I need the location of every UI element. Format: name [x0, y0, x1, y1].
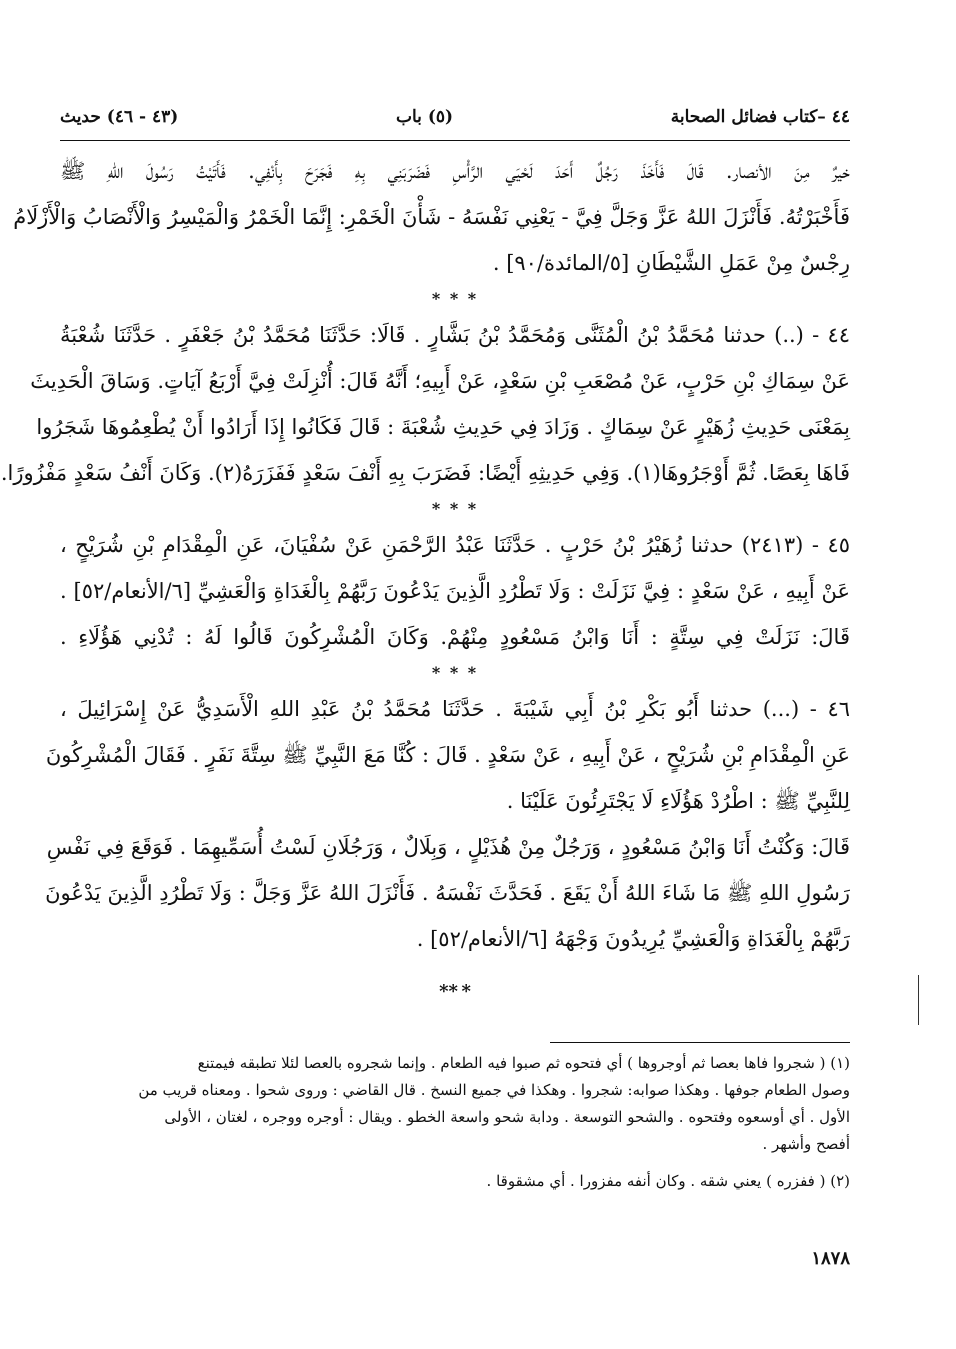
text-line: عَنْ أَبِيهِ ، عَنْ سَعْدٍ : فِيَّ نَزَلَتْ : وَلَا تَطْرُدِ الَّذِينَ يَدْعُونَ رَبَّهُمْ بِالْغَدَاةِ وَالْعَشِيِّ [٦/الأنعام/٥٢] .: [60, 579, 850, 603]
footnotes: [60, 1050, 850, 1195]
footnote-rule: [550, 1042, 850, 1043]
separator-stars: * * *: [431, 663, 479, 682]
text-line: فَاهَا بِعَصًا. ثُمَّ أَوْجَرُوهَا(١). وَفِي حَدِيثِهِ أَيْضًا: فَضَرَبَ بِهِ أَنْفَ سَعْدٍ فَفَزَرَهُ(٢). وَكَانَ أَنْفُ سَعْدٍ مَفْزُورًا.: [0, 461, 850, 485]
hadith-43-continuation: [13, 148, 850, 286]
text-line: رَبَّهُمْ بِالْغَدَاةِ وَالْعَشِيِّ يُرِيدُونَ وَجْهَهُ [٦/الأنعام/٥٢] .: [416, 927, 850, 951]
text-line: فَأَخْبَرْتُهُ. فَأَنْزَلَ اللهُ عَزَّ وَجَلَّ فِيَّ - يَعْنِي نَفْسَهُ - شَأْنَ الْخَمْرِ: إِنَّمَا الْخَمْرُ وَالْمَيْسِرُ وَالْأَنْصَابُ وَالْأَزْلَامُ: [13, 205, 850, 229]
separator-stars: * * *: [431, 289, 479, 308]
footnote-line: وصول الطعام جوفها . وهكذا صوابه: شجروا . وهكذا في جميع النسخ . قال القاضي : وروى شحوا . ومعناه قريب من: [138, 1081, 850, 1099]
text-line: خيرٌ مِنَ الأنصار. قَالَ فَأَخَذَ رَجُلٌ أَحَدَ لَحْيَي الرَّأْسِ فَضَرَبَنِي بِهِ فَجَرَحَ بِأَنْفِي. فَأَتَيْتُ رَسُولَ اللهِ ﷺ: [60, 159, 850, 183]
chapter-label: (٥) باب: [396, 107, 454, 127]
main-text: [0, 148, 851, 1022]
book-title: ٤٤ –كتاب فضائل الصحابة: [670, 107, 850, 127]
footnote-2: (٢) ( ففزره ) يعني شقه . وكان أنفه مفزورا . أي مشقوقا .: [486, 1172, 850, 1190]
text-line: بِمَعْنَى حَدِيثِ زُهَيْرٍ عَنْ سِمَاكٍ . وَزَادَ فِي حَدِيثِ شُعْبَةَ : قَالَ فَكَانُوا إِذَا أَرَادُوا أَنْ يُطْعِمُوهَا شَجَرُوا: [36, 415, 850, 439]
hadith-44: [0, 312, 850, 496]
text-line: لِلنَّبِيِّ ﷺ : اطْرُدْ هَؤُلَاءِ لَا يَجْتَرِئُونَ عَلَيْنَا .: [506, 789, 850, 813]
footnote-line: (١) ( شجروا فاها بعصا ثم أوجروها ) أي فتحوه ثم صبوا فيه الطعام . وإنما شجروه بالعصا لئلا تطبقه فيمتنع: [197, 1054, 850, 1072]
margin-mark: [918, 975, 921, 1025]
footnote-1: [60, 1050, 850, 1158]
page-number: ١٨٧٨: [811, 1248, 850, 1269]
text-line: عَنْ سِمَاكِ بْنِ حَرْبٍ، عَنْ مُصْعَبِ بْنِ سَعْدٍ، عَنْ أَبِيهِ؛ أَنَّهُ قَالَ: أُنْزِلَتْ فِيَّ أَرْبَعُ آيَاتٍ. وَسَاقَ الْحَدِيثَ: [30, 369, 850, 393]
text-line: ٤٤ - (..) حدثنا مُحَمَّدُ بْنُ الْمُثَنَّى وَمُحَمَّدُ بْنُ بَشَّارٍ . قَالَا: حَدَّثَنَا مُحَمَّدُ بْنُ جَعْفَرٍ . حَدَّثَنَا شُعْبَةُ: [60, 323, 850, 347]
footnote-line: الأول . أي أوسعوه وفتحوه . والشحو التوسعة . ودابة شحو واسعة الخطو . ويقال : أوجره ووجره ، لغتان ، الأولى: [164, 1108, 850, 1126]
text-line: ٤٥ - (٢٤١٣) حدثنا زُهَيْرُ بْنُ حَرْبٍ . حَدَّثَنَا عَبْدُ الرَّحْمَنِ عَنْ سُفْيَانَ، عَنِ الْمِقْدَامِ بْنِ شُرَيْحٍ ،: [60, 533, 851, 557]
text-line: عَنِ الْمِقْدَامِ بْنِ شُرَيْحٍ ، عَنْ أَبِيهِ ، عَنْ سَعْدٍ . قَالَ : كُنَّا مَعَ النَّبِيِّ ﷺ سِتَّةَ نَفَرٍ . فَقَالَ الْمُشْرِكُونَ: [45, 743, 850, 767]
text-line: قَالَ: نَزَلَتْ فِي سِتَّةٍ : أَنَا وَابْنُ مَسْعُودٍ مِنْهُمْ. وَكَانَ الْمُشْرِكُونَ قَالُوا لَهُ : تُدْنِي هَؤُلَاءِ .: [60, 625, 850, 649]
separator-stars: * * *: [431, 499, 479, 518]
hadith-range: (٤٣ - ٤٦) حديث: [60, 107, 179, 127]
text-line: رِجْسٌ مِنْ عَمَلِ الشَّيْطَانِ [٥/المائدة/٩٠] .: [492, 251, 850, 275]
text-line: ٤٦ - (...) حدثنا أَبُو بَكْرِ بْنُ أَبِي شَيْبَةَ . حَدَّثَنَا مُحَمَّدُ بْنُ عَبْدِ اللهِ الْأَسَدِيُّ عَنْ إِسْرَائِيلَ ،: [60, 697, 850, 721]
footnote-line: أفصح وأشهر .: [762, 1135, 850, 1153]
hadith-46: [45, 686, 850, 962]
header-rule: [60, 140, 850, 141]
running-header: [60, 100, 850, 134]
end-ornament-stars: * **: [439, 981, 471, 1002]
text-line: رَسُولِ اللهِ ﷺ مَا شَاءَ اللهُ أَنْ يَقَعَ . فَحَدَّثَ نَفْسَهُ . فَأَنْزَلَ اللهُ عَزَّ وَجَلَّ : وَلَا تَطْرُدِ الَّذِينَ يَدْعُونَ: [45, 881, 850, 905]
text-line: قَالَ: وَكُنْتُ أَنَا وَابْنُ مَسْعُودٍ ، وَرَجُلٌ مِنْ هُذَيْلٍ ، وَبِلَالٌ ، وَرَجُلَانِ لَسْتُ أُسَمِّيهِمَا . فَوَقَعَ فِي نَفْسِ: [46, 835, 850, 859]
hadith-45: [60, 522, 850, 660]
